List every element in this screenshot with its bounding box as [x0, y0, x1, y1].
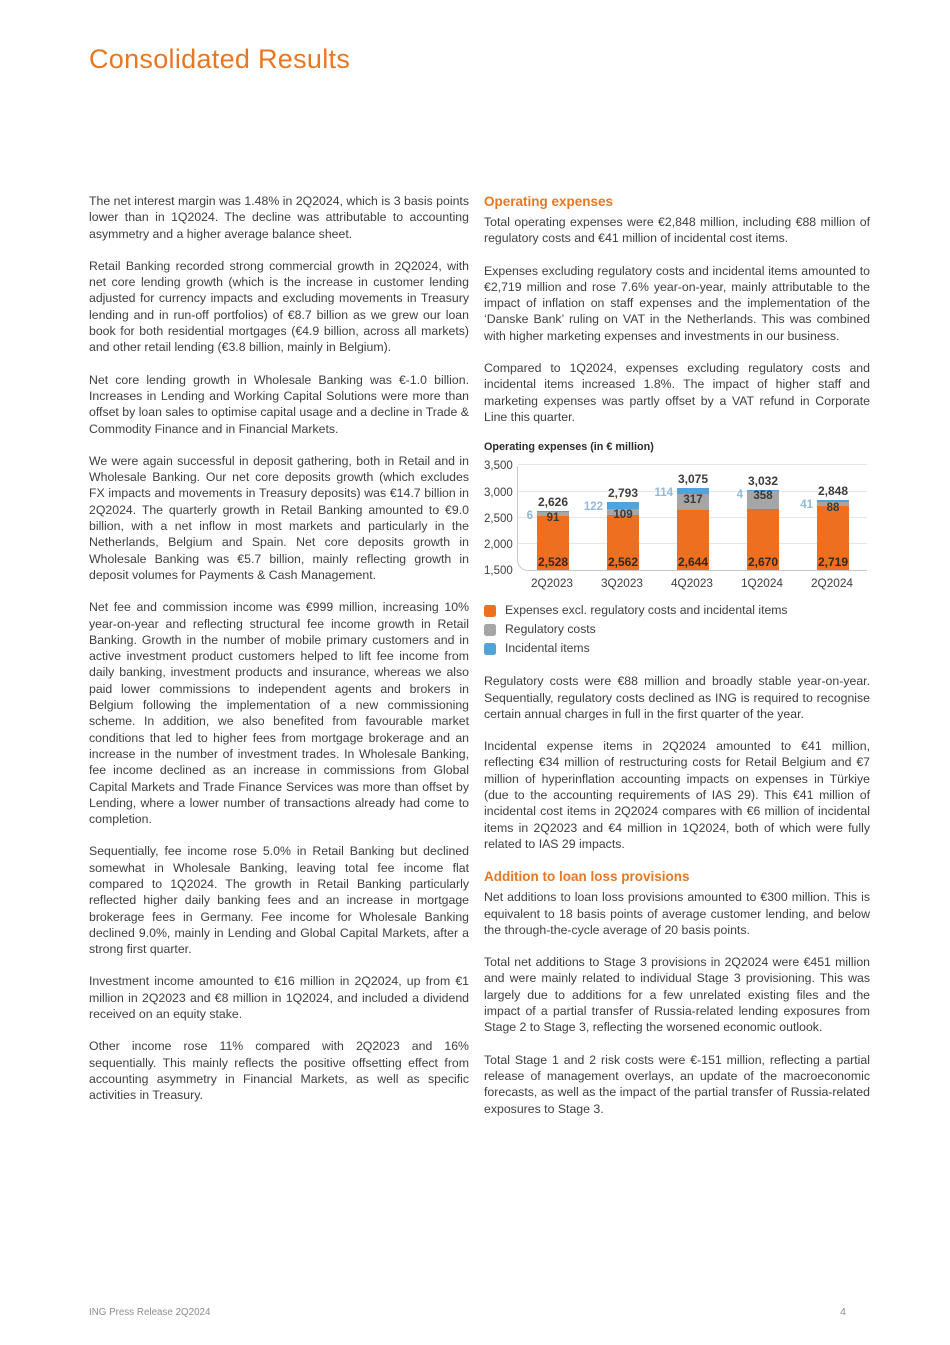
bar-incidental-value-label: 114: [654, 486, 673, 499]
paragraph-wholesale-lending-growth: Net core lending growth in Wholesale Banking was €-1.0 billion. Increases in Lending and Working Capital Solutions were more than offset by loan sales to optimise capital usage and a decline in Trade & Commodity Finance and in Financial Markets.: [89, 372, 469, 436]
paragraph-other-income: Other income rose 11% compared with 2Q2023 and 16% sequentially. This mainly reflects the positive offsetting effect from accounting asymmetry in Financial Markets, as well as specific activities in Treasury.: [89, 1039, 469, 1103]
y-axis-tick-label: 3,000: [484, 486, 513, 499]
paragraph-deposit-gathering: We were again successful in deposit gathering, both in Retail and in Wholesale Banking. Our net core deposits growth (which excludes FX impacts and movements in Treasury deposits) was €14.7 billion in 2Q2024. The quarterly growth in Retail Banking amounted to €9.0 billion, with a net inflow in most markets and particularly in the Netherlands, Belgium and Spain. Net core deposits growth in Wholesale Banking was €5.7 billion, mainly reflecting growth in deposit volumes for Payments & Cash Management.: [89, 453, 469, 582]
footer-document-title: ING Press Release 2Q2024: [89, 1307, 211, 1318]
x-axis-category-label: 1Q2024: [741, 576, 783, 591]
bar-regulatory-value-label: 358: [753, 490, 773, 503]
paragraph-stage1-2-risk-costs: Total Stage 1 and 2 risk costs were €-151 million, reflecting a partial release of management overlays, an update of the macroeconomic forecasts, as well as the impact of the partial transfer of Russia-related exposures to Stage 3.: [484, 1052, 870, 1116]
page-footer: [89, 1306, 846, 1318]
paragraph-sequential-fee-income: Sequentially, fee income rose 5.0% in Retail Banking but declined somewhat in Wholesale Banking, leaving total fee income flat compared to 1Q2024. The growth in Retail Banking particularly reflected higher daily banking fees and an increase in mortgage brokerage fees in Germany. Fee income for Wholesale Banking declined 9.0%, mainly in Lending and Global Capital Markets, after a strong first quarter.: [89, 844, 469, 957]
content-columns: [89, 193, 870, 1133]
bar-total-label: 2,848: [817, 483, 849, 498]
bar-base-value-label: 2,670: [747, 555, 779, 570]
bar-total-label: 3,032: [747, 473, 779, 488]
bar-incidental-value-label: 6: [526, 510, 533, 523]
paragraph-net-additions-llp: Net additions to loan loss provisions amounted to €300 million. This is equivalent to 18 basis points of average customer lending, and below the through-the-cycle average of 20 basis points.: [484, 890, 870, 937]
y-axis-tick-label: 2,000: [484, 539, 513, 552]
y-axis-tick-label: 2,500: [484, 512, 513, 525]
x-axis-category-label: 3Q2023: [601, 576, 643, 591]
x-axis-category-label: 2Q2023: [531, 576, 573, 591]
paragraph-total-operating-expenses: Total operating expenses were €2,848 million, including €88 million of regulatory costs and €41 million of incidental cost items.: [484, 215, 870, 246]
bar-incidental-value-label: 4: [736, 488, 743, 501]
section-heading-operating-expenses: Operating expenses: [484, 194, 614, 209]
bar-regulatory-value-label: 91: [546, 511, 560, 524]
chart-plot-area: [484, 460, 870, 597]
legend-item-incidental-items: [484, 642, 870, 655]
paragraph-net-interest-margin: The net interest margin was 1.48% in 2Q2024, which is 3 basis points lower than in 1Q2024. The decline was attributable to accounting asymmetry and a higher average balance sheet.: [89, 194, 469, 241]
bar-base-value-label: 2,719: [817, 555, 849, 570]
bar-total-label: 2,626: [537, 495, 569, 510]
chart-plot: [517, 466, 867, 571]
legend-swatch-gray-icon: [484, 624, 496, 636]
legend-label: Incidental items: [505, 641, 590, 656]
legend-item-regulatory-costs: [484, 623, 870, 636]
y-axis-tick-label: 1,500: [484, 565, 513, 578]
bar-regulatory-value-label: 317: [683, 493, 703, 506]
legend-label: Regulatory costs: [505, 622, 596, 637]
bar-incidental-value-label: 41: [800, 498, 813, 511]
paragraph-incidental-items: Incidental expense items in 2Q2024 amounted to €41 million, reflecting €34 million of restructuring costs for Retail Belgium and €7 million of hyperinflation accounting impacts on expenses in Türkiye (due to the accounting requirements of IAS 29). This €41 million of incidental cost items in 2Q2024 compares with €6 million of incidental items in 2Q2023 and €4 million in 1Q2024, both of which were fully related to IAS 29 impacts.: [484, 739, 870, 851]
y-axis-tick-label: 3,500: [484, 460, 513, 473]
bar-total-label: 3,075: [677, 471, 709, 486]
legend-label: Expenses excl. regulatory costs and incidental items: [505, 603, 788, 618]
footer-page-number: 4: [840, 1306, 846, 1318]
chart-gridline: [518, 464, 867, 465]
paragraph-retail-lending-growth: Retail Banking recorded strong commercial growth in 2Q2024, with net core lending growth (which is the increase in customer lending adjusted for currency impacts and excluding movements in Treasury lending and in run-off portfolios) of €8.7 billion as we grew our loan book for both residential mortgages (€4.9 billion, across all markets) and other retail lending (€3.8 billion, mainly in Belgium).: [89, 258, 469, 355]
paragraph-expenses-vs-1q: Compared to 1Q2024, expenses excluding regulatory costs and incidental items increased 1.8%. The impact of higher staff and marketing expenses was partly offset by a VAT refund in Corporate Line this quarter.: [484, 361, 870, 424]
x-axis-category-label: 2Q2024: [811, 576, 853, 591]
bar-total-label: 2,793: [607, 486, 639, 501]
legend-swatch-orange-icon: [484, 605, 496, 617]
paragraph-fee-commission-income: Net fee and commission income was €999 million, increasing 10% year-on-year and reflecting structural fee income growth in Retail Banking. Growth in the number of mobile primary customers and in active investment product customers helped to lift fee income from daily banking, investment products and insurance, whereas we also paid lower commissions to independent agents and brokers in Belgium following the implementation of a new commissioning scheme. In addition, we also benefited from favourable market conditions that led to higher fees from mortgage brokerage and an increase in the number of investment trades. In Wholesale Banking, fee income declined as an increase in commissions from Global Capital Markets and Trade Finance Services was more than offset by Lending, where a lower number of transactions already had come to completion.: [89, 600, 469, 827]
paragraph-investment-income: Investment income amounted to €16 million in 2Q2024, up from €1 million in 2Q2023 and €8 million in 1Q2024, and included a dividend received on an equity stake.: [89, 974, 469, 1022]
left-column: [89, 193, 469, 1120]
legend-item-expenses-excl: [484, 604, 870, 617]
chart-title: Operating expenses (in € million): [484, 441, 654, 454]
section-heading-loan-loss-provisions: Addition to loan loss provisions: [484, 869, 690, 885]
right-column: [484, 193, 870, 1133]
bar-incidental-value-label: 122: [583, 501, 603, 514]
legend-swatch-blue-icon: [484, 643, 496, 655]
paragraph-stage3-provisions: Total net additions to Stage 3 provisions in 2Q2024 were €451 million and were mainly related to individual Stage 3 provisioning. This was largely due to additions for a few unrelated existing files and the impact of a partial transfer of Russia-related lending exposures from Stage 2 to Stage 3, reflecting the worsened economic outlook.: [484, 955, 870, 1035]
chart-legend: [484, 604, 870, 655]
paragraph-expenses-excl-regulatory: Expenses excluding regulatory costs and incidental items amounted to €2,719 million and rose 7.6% year-on-year, mainly attributable to the impact of inflation on staff expenses and the implementation of the ‘Danske Bank’ ruling on VAT in the Netherlands. This was combined with higher marketing expenses and investments in our business.: [484, 263, 870, 343]
paragraph-regulatory-costs: Regulatory costs were €88 million and broadly stable year-on-year. Sequentially, regulatory costs declined as ING is required to recognise certain annual charges in full in the first quarter of the year.: [484, 674, 870, 721]
x-axis-category-label: 4Q2023: [671, 576, 713, 591]
bar-regulatory-value-label: 109: [613, 508, 633, 521]
bar-base-value-label: 2,528: [537, 555, 569, 570]
bar-base-value-label: 2,562: [607, 555, 639, 570]
bar-regulatory-value-label: 88: [826, 501, 840, 514]
operating-expenses-chart: [484, 441, 870, 655]
page-title: Consolidated Results: [89, 44, 351, 74]
bar-base-value-label: 2,644: [677, 555, 709, 570]
